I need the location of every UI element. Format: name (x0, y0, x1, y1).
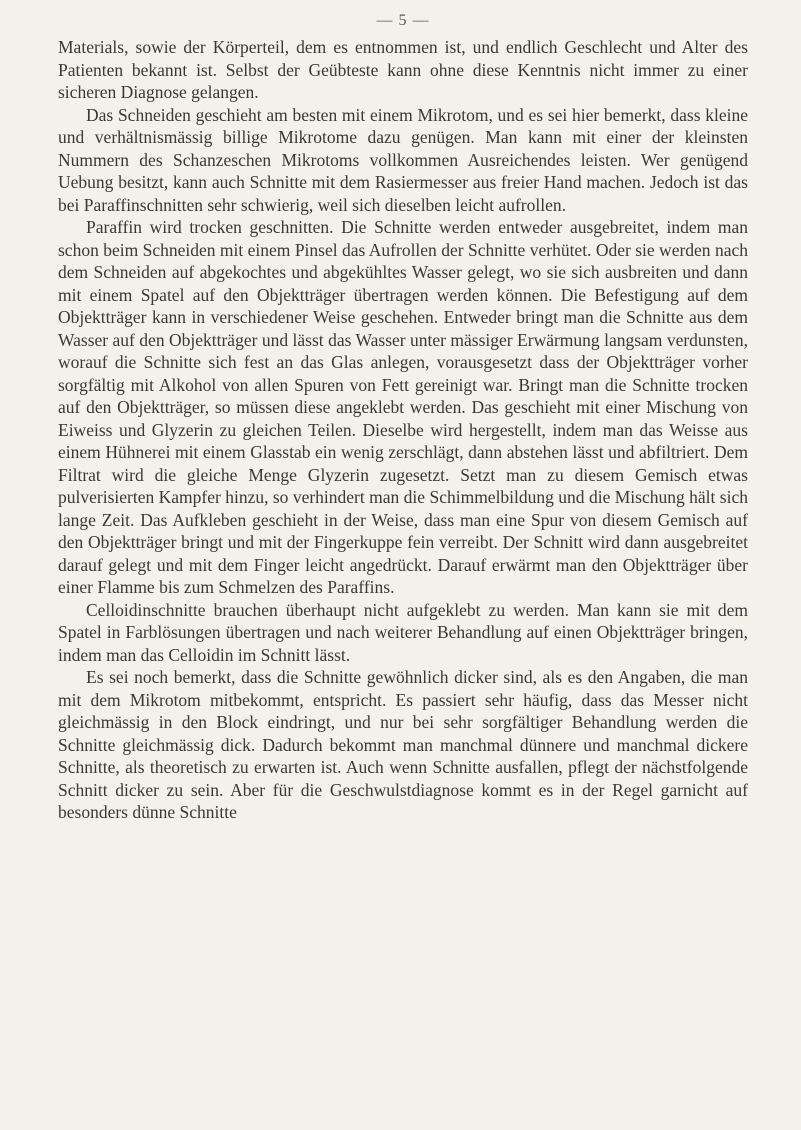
book-page (58, 10, 748, 1120)
body-text (58, 36, 748, 824)
paragraph-continuation: Materials, sowie der Körperteil, dem es entnommen ist, und endlich Geschlecht und Alter des Patienten bekannt ist. Selbst der Geübteste kann ohne diese Kenntnis nicht immer zu einer sicheren Diagnose gelangen. (58, 37, 748, 102)
page-number: — 5 — (376, 12, 430, 29)
paragraph-paraffin: Paraffin wird trocken geschnitten. Die Schnitte werden entweder ausgebreitet, indem man schon beim Schneiden mit einem Pinsel das Aufrollen der Schnitte verhütet. Oder sie werden nach dem Schneiden auf abgekochtes und abgekühltes Wasser gelegt, wo sie sich ausbreiten und dann mit einem Spatel auf den Objektträger übertragen werden können. Die Befestigung auf dem Objektträger kann in verschiedener Weise geschehen. Entweder bringt man die Schnitte aus dem Wasser auf den Objektträger und lässt das Wasser unter mässiger Erwärmung langsam verdunsten, worauf die Schnitte sich fest an das Glas anlegen, vorausgesetzt dass der Objektträger vorher sorgfältig mit Alkohol von allen Spuren von Fett gereinigt war. Bringt man die Schnitte trocken auf den Objektträger, so müssen diese angeklebt werden. Das geschieht mit einer Mischung von Eiweiss und Glyzerin zu gleichen Teilen. Dieselbe wird hergestellt, indem man das Weisse aus einem Hühnerei mit einem Glasstab ein wenig zerschlägt, dann abstehen lässt und abfiltriert. Dem Filtrat wird die gleiche Menge Glyzerin zugesetzt. Setzt man zu diesem Gemisch etwas pulverisierten Kampfer hinzu, so verhindert man die Schimmelbildung und die Mischung hält sich lange Zeit. Das Aufkleben geschieht in der Weise, dass man eine Spur von diesem Gemisch auf den Objektträger bringt und mit der Fingerkuppe fein verreibt. Der Schnitt wird dann ausgebreitet darauf gelegt und mit dem Finger leicht angedrückt. Darauf erwärmt man den Objektträger über einer Flamme bis zum Schmelzen des Paraffins. (58, 217, 748, 597)
paragraph-mikrotom: Das Schneiden geschieht am besten mit einem Mikrotom, und es sei hier bemerkt, dass kleine und verhältnismässig billige Mikrotome dazu genügen. Man kann mit einer der kleinsten Nummern des Schanzeschen Mikrotoms vollkommen Ausreichendes leisten. Wer genügend Uebung besitzt, kann auch Schnitte mit dem Rasiermesser aus freier Hand machen. Jedoch ist das bei Paraffinschnitten sehr schwierig, weil sich dieselben leicht aufrollen. (58, 104, 748, 215)
paragraph-schnittdicke: Es sei noch bemerkt, dass die Schnitte gewöhnlich dicker sind, als es den Angaben, die man mit dem Mikrotom mitbekommt, entspricht. Es passiert sehr häufig, dass das Messer nicht gleichmässig in den Block eindringt, und nur bei sehr sorgfältiger Behandlung werden die Schnitte gleichmässig dick. Dadurch bekommt man manchmal dünnere und manchmal dickere Schnitte, als theoretisch zu erwarten ist. Auch wenn Schnitte ausfallen, pflegt der nächstfolgende Schnitt dicker zu sein. Aber für die Geschwulstdiagnose kommt es in der Regel garnicht auf besonders dünne Schnitte (58, 667, 748, 822)
paragraph-celloidin: Celloidinschnitte brauchen überhaupt nicht aufgeklebt zu werden. Man kann sie mit dem Spatel in Farblösungen übertragen und nach weiterer Behandlung auf einen Objektträger bringen, indem man das Celloidin im Schnitt lässt. (58, 599, 748, 665)
